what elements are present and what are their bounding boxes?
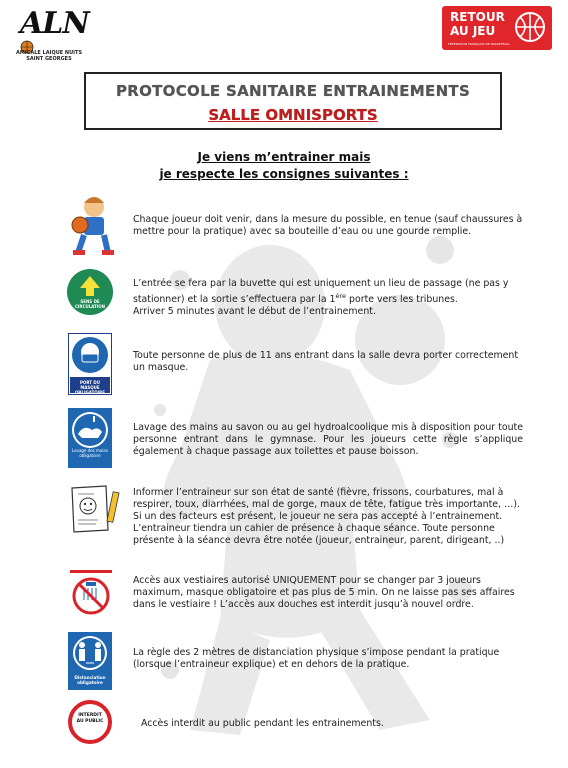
rule-2-sup: ère <box>335 292 347 300</box>
club-logo-text: ALN <box>20 6 89 41</box>
rule-5-text <box>133 487 523 547</box>
checklist-pencil-icon <box>66 484 124 536</box>
title-box <box>84 72 502 130</box>
rule-7-text: La règle des 2 mètres de distanciation physique s’impose pendant la pratique (lorsque l’entraineur explique) et en dehors de la pratique. <box>133 647 500 670</box>
distancing-icon-label: Distanciation obligatoire <box>74 675 106 685</box>
circulation-icon-label: SENS DE CIRCULATION <box>75 299 105 309</box>
page-title: PROTOCOLE SANITAIRE ENTRAINEMENTS <box>115 82 471 100</box>
basketball-icon <box>514 11 546 43</box>
rule-2-text-b: porte vers les tribunes. <box>346 294 458 306</box>
club-logo-subtitle: AMICALE LAIQUE NUITS SAINT GEORGES <box>15 50 83 62</box>
rule-6-text: Accès aux vestiaires autorisé UNIQUEMENT pour se changer par 3 joueurs maximum, masque obligatoire et pas plus de 5 min. On ne laisse pas ses affaires dans le vestiaire ! L’accès aux douches est interdit jusqu’à nouvel ordre. <box>133 575 515 610</box>
rule-2-text-a: L’entrée se fera par la buvette qui est uniquement un lieu de passage (ne pas y stationner) et la sortie s’effectuera par la 1 <box>133 278 509 306</box>
page-subtitle-venue: SALLE OMNISPORTS <box>208 106 378 124</box>
no-shower-icon <box>66 566 116 618</box>
intro-line-2: je respecte les consignes suivantes : <box>159 167 409 181</box>
rule-8-text: Accès interdit au public pendant les entrainements. <box>141 718 384 729</box>
campaign-logo-line1: RETOUR <box>450 10 505 24</box>
campaign-logo-line2: AU JEU <box>450 24 496 38</box>
campaign-logo-small: FÉDÉRATION FRANÇAISE DE BASKETBALL <box>448 42 510 46</box>
rule-2-text <box>133 278 523 318</box>
rule-5-text-a: Informer l’entraineur sur son état de santé (fièvre, frissons, courbatures, mal à respirer, toux, diarrhées, mal de gorge, maux de tête, fatigue très importante, …). <box>133 487 521 510</box>
hand-washing-icon <box>68 408 112 468</box>
rule-4-text: Lavage des mains au savon ou au gel hydroalcoolique mis à disposition pour toute personne entrant dans le gymnase. Pour les joueurs cette règle s’applique également à chaque passage aux toilettes et pause boisson. <box>133 422 523 457</box>
mask-icon-label: PORT DU MASQUE OBLIGATOIRE <box>75 380 105 395</box>
rule-2-text-c: Arriver 5 minutes avant le début de l’entrainement. <box>133 306 376 318</box>
basketball-kid-icon <box>70 195 114 257</box>
campaign-logo <box>442 6 552 50</box>
rule-5-text-c: L’entraineur tiendra un cahier de présence à chaque séance. Toute personne présente à la séance devra être notée (joueur, entraineur, parent, dirigeant, ..) <box>133 523 505 546</box>
no-public-icon-label: INTERDIT AU PUBLIC <box>76 713 104 724</box>
hand-washing-icon-label: Lavage des mains obligatoire <box>71 448 109 458</box>
rule-1-text: Chaque joueur doit venir, dans la mesure du possible, en tenue (sauf chaussures à mettre pour la pratique) avec sa bouteille d’eau ou une gourde remplie. <box>133 214 523 237</box>
rule-3-text: Toute personne de plus de 11 ans entrant dans la salle devra porter correctement un masque. <box>133 350 519 373</box>
rule-5-text-b: Si un des facteurs est présent, le joueur ne sera pas accepté à l’entrainement. <box>133 511 503 522</box>
intro-line-1: Je viens m’entrainer mais <box>197 150 371 164</box>
club-logo <box>14 6 89 64</box>
